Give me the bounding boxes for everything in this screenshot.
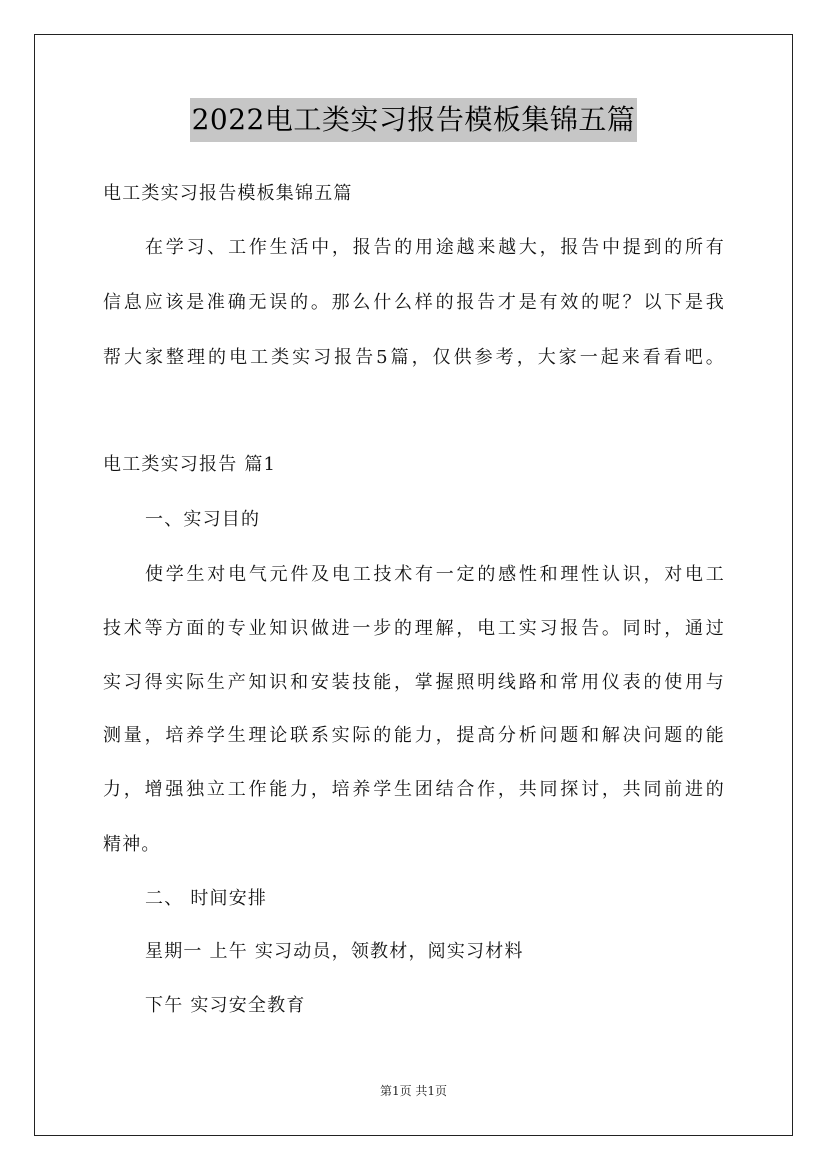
section-heading: 电工类实习报告 篇1 xyxy=(103,454,277,475)
document-title: 2022电工类实习报告模板集锦五篇 xyxy=(190,98,638,142)
schedule-heading: 二、 时间安排 xyxy=(145,888,268,909)
purpose-line-2: 技术等方面的专业知识做进一步的理解，电工实习报告。同时，通过 xyxy=(103,618,725,639)
title-wrap xyxy=(0,98,827,142)
purpose-line-4: 测量，培养学生理论联系实际的能力，提高分析问题和解决问题的能 xyxy=(103,725,725,746)
schedule-item-2: 下午 实习安全教育 xyxy=(145,995,306,1016)
subtitle: 电工类实习报告模板集锦五篇 xyxy=(103,183,353,204)
schedule-item-1: 星期一 上午 实习动员，领教材，阅实习材料 xyxy=(145,941,524,962)
page-footer: 第1页 共1页 xyxy=(379,1084,448,1098)
purpose-line-3: 实习得实际生产知识和安装技能，掌握照明线路和常用仪表的使用与 xyxy=(103,672,725,693)
purpose-line-6: 精神。 xyxy=(103,834,161,855)
purpose-line-5: 力，增强独立工作能力，培养学生团结合作，共同探讨，共同前进的 xyxy=(103,779,725,800)
intro-line-3: 帮大家整理的电工类实习报告5篇，仅供参考，大家一起来看看吧。 xyxy=(103,347,725,368)
purpose-line-1: 使学生对电气元件及电工技术有一定的感性和理性认识，对电工 xyxy=(145,564,725,585)
intro-line-2: 信息应该是准确无误的。那么什么样的报告才是有效的呢？以下是我 xyxy=(103,292,725,313)
intro-line-1: 在学习、工作生活中，报告的用途越来越大，报告中提到的所有 xyxy=(145,237,725,258)
purpose-heading: 一、实习目的 xyxy=(145,509,261,530)
